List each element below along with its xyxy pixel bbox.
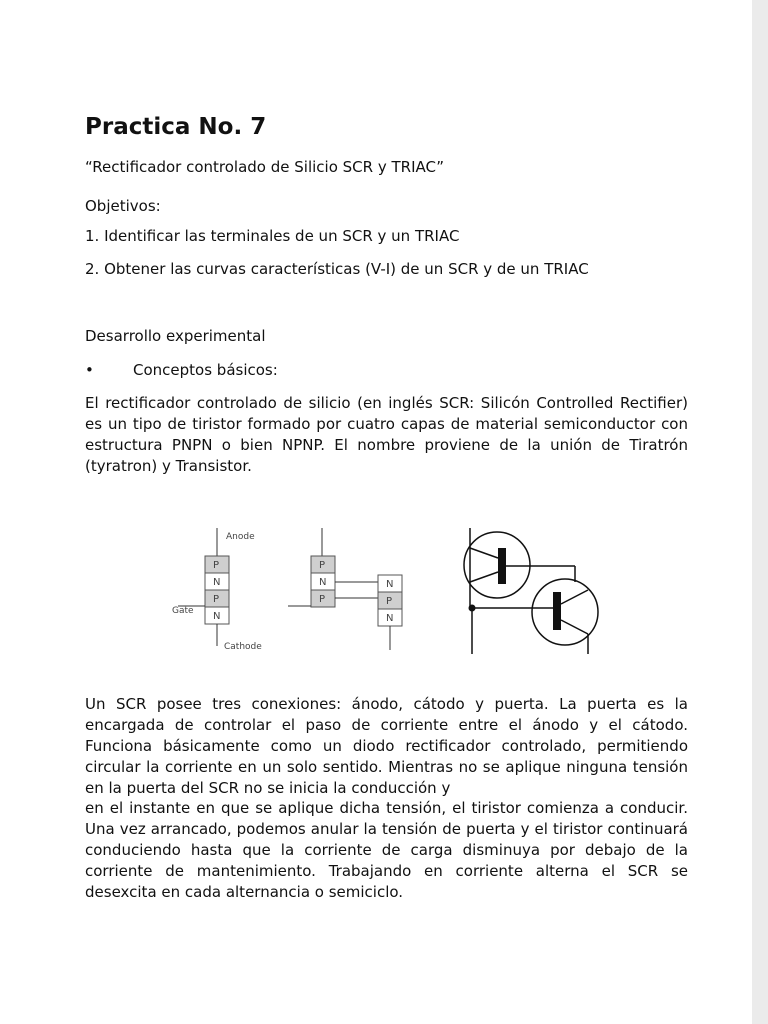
pnp-layer-2: N [319, 577, 327, 588]
anode-label: Anode [226, 532, 255, 542]
page-title: Practica No. 7 [85, 114, 267, 140]
cathode-label: Cathode [224, 642, 262, 652]
objective-item-1: 1. Identificar las terminales de un SCR y un TRIAC [85, 227, 460, 245]
objective-item-2: 2. Obtener las curvas características (V-I) de un SCR y de un TRIAC [85, 260, 589, 278]
npn-layer-1: N [386, 579, 394, 590]
paragraph-scr-connections: Un SCR posee tres conexiones: ánodo, cátodo y puerta. La puerta es la encargada de controlar el paso de corriente entre el ánodo y el cátodo. Funciona básicamente como un diodo rectificador controlado, permitiendo circular la corriente en un solo sentido. Mientras no se aplique ninguna tensión en la puerta del SCR no se inicia la conducción y [85, 695, 688, 797]
two-transistor-equivalent [464, 528, 598, 654]
bullet-symbol: • [85, 361, 94, 379]
pnp-layer-3: P [319, 594, 326, 605]
pnpn-layer-3: P [213, 594, 220, 605]
objectives-heading: Objetivos: [85, 197, 161, 215]
paragraph-scr-definition: El rectificador controlado de silicio (en inglés SCR: Silicón Controlled Rectifier) es un tipo de tiristor formado por cuatro capas de material semiconductor con estructura PNPN o bien NPNP. El nombre proviene de la unión de Tiratrón (tyratron) y Transistor. [85, 394, 688, 475]
paragraph-scr-conduction: en el instante en que se aplique dicha tensión, el tiristor comienza a conducir. Una vez arrancado, podemos anular la tensión de puerta y el tiristor continuará conduciendo hasta que la corriente de carga disminuya por debajo de la corriente de mantenimiento. Trabajando en corriente alterna el SCR se desexcita en cada alternancia o semiciclo. [85, 799, 688, 901]
gate-label: Gate [172, 606, 194, 616]
pnpn-stack [172, 528, 262, 652]
scr-structure-figure [170, 520, 610, 660]
bullet-text: Conceptos básicos: [133, 361, 278, 379]
subtitle: “Rectificador controlado de Silicio SCR y TRIAC” [85, 158, 445, 176]
npn-layer-2: P [386, 596, 393, 607]
section-heading: Desarrollo experimental [85, 327, 266, 345]
split-transistor-model [288, 528, 402, 650]
pnpn-layer-1: P [213, 560, 220, 571]
pnpn-layer-2: N [213, 577, 221, 588]
npn-layer-3: N [386, 613, 394, 624]
pnp-layer-1: P [319, 560, 326, 571]
pnpn-layer-4: N [213, 611, 221, 622]
